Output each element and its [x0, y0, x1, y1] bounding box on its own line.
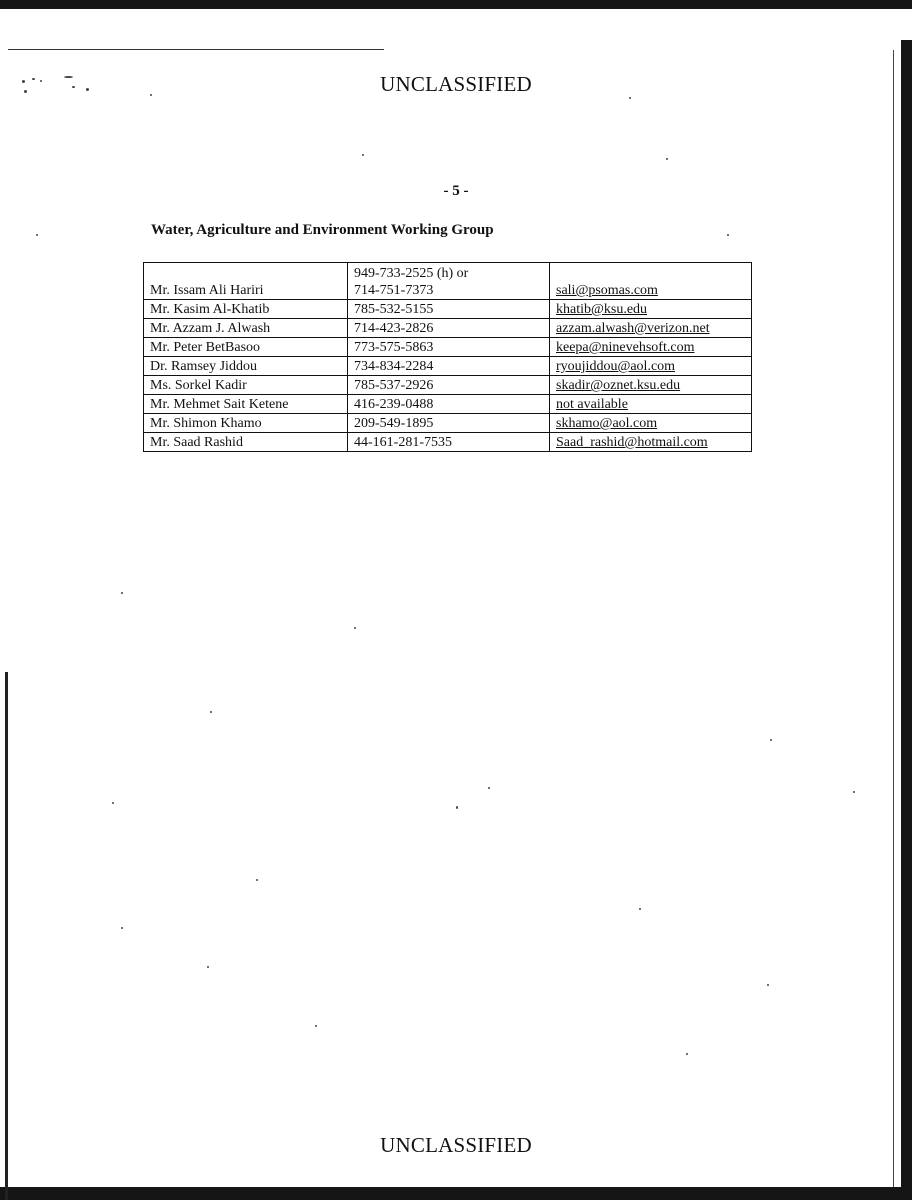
contact-name: Mr. Peter BetBasoo: [144, 338, 348, 357]
table-row: [144, 414, 752, 433]
email-text: skadir@oznet.ksu.edu: [556, 378, 681, 393]
contact-email: [550, 395, 752, 414]
contact-name: Mr. Issam Ali Hariri: [144, 263, 348, 300]
contact-email: [550, 319, 752, 338]
contact-email: [550, 414, 752, 433]
page-edge: [893, 50, 894, 1187]
table-row: [144, 357, 752, 376]
email-text: sali@psomas.com: [556, 283, 658, 298]
contacts-table: [143, 262, 752, 452]
scan-border-bottom: [0, 1187, 912, 1200]
email-text: skhamo@aol.com: [556, 416, 658, 431]
email-text: khatib@ksu.edu: [556, 302, 648, 317]
contact-name: Mr. Azzam J. Alwash: [144, 319, 348, 338]
contact-email: [550, 357, 752, 376]
table-row: [144, 338, 752, 357]
contact-name: Ms. Sorkel Kadir: [144, 376, 348, 395]
contact-phone: 785-532-5155: [348, 300, 550, 319]
email-text: ryoujiddou@aol.com: [556, 359, 676, 374]
contact-phone: [348, 263, 550, 300]
contact-email: [550, 433, 752, 452]
contact-email: [550, 376, 752, 395]
contact-name: Mr. Kasim Al-Khatib: [144, 300, 348, 319]
scan-border-right: [901, 40, 912, 1200]
email-text: keepa@ninevehsoft.com: [556, 340, 695, 355]
email-text: azzam.alwash@verizon.net: [556, 321, 710, 336]
header-rule: [8, 49, 384, 50]
table-row: [144, 263, 752, 300]
contact-name: Mr. Shimon Khamo: [144, 414, 348, 433]
contact-phone: 785-537-2926: [348, 376, 550, 395]
scan-border-left: [5, 672, 8, 1200]
contact-email: [550, 300, 752, 319]
contact-email: [550, 263, 752, 300]
contact-phone: 416-239-0488: [348, 395, 550, 414]
contact-phone-line: 714-751-7373: [354, 283, 434, 298]
contact-name: Mr. Saad Rashid: [144, 433, 348, 452]
page-number: - 5 -: [443, 183, 469, 199]
contact-phone: 209-549-1895: [348, 414, 550, 433]
contact-phone: 734-834-2284: [348, 357, 550, 376]
table-row: [144, 395, 752, 414]
classification-footer: UNCLASSIFIED: [380, 1133, 532, 1157]
group-title: Water, Agriculture and Environment Working Group: [151, 222, 494, 238]
contact-email: [550, 338, 752, 357]
contact-phone: 773-575-5863: [348, 338, 550, 357]
contact-phone: 44-161-281-7535: [348, 433, 550, 452]
contact-phone: 714-423-2826: [348, 319, 550, 338]
email-text: Saad_rashid@hotmail.com: [556, 435, 708, 450]
contact-phone-line: 949-733-2525 (h) or: [354, 266, 469, 281]
contact-name: Mr. Mehmet Sait Ketene: [144, 395, 348, 414]
table-row: [144, 433, 752, 452]
table-row: [144, 376, 752, 395]
classification-header: UNCLASSIFIED: [380, 72, 532, 96]
scan-border-top: [0, 0, 912, 9]
table-row: [144, 319, 752, 338]
email-text: not available: [556, 397, 628, 412]
contact-name: Dr. Ramsey Jiddou: [144, 357, 348, 376]
table-row: [144, 300, 752, 319]
